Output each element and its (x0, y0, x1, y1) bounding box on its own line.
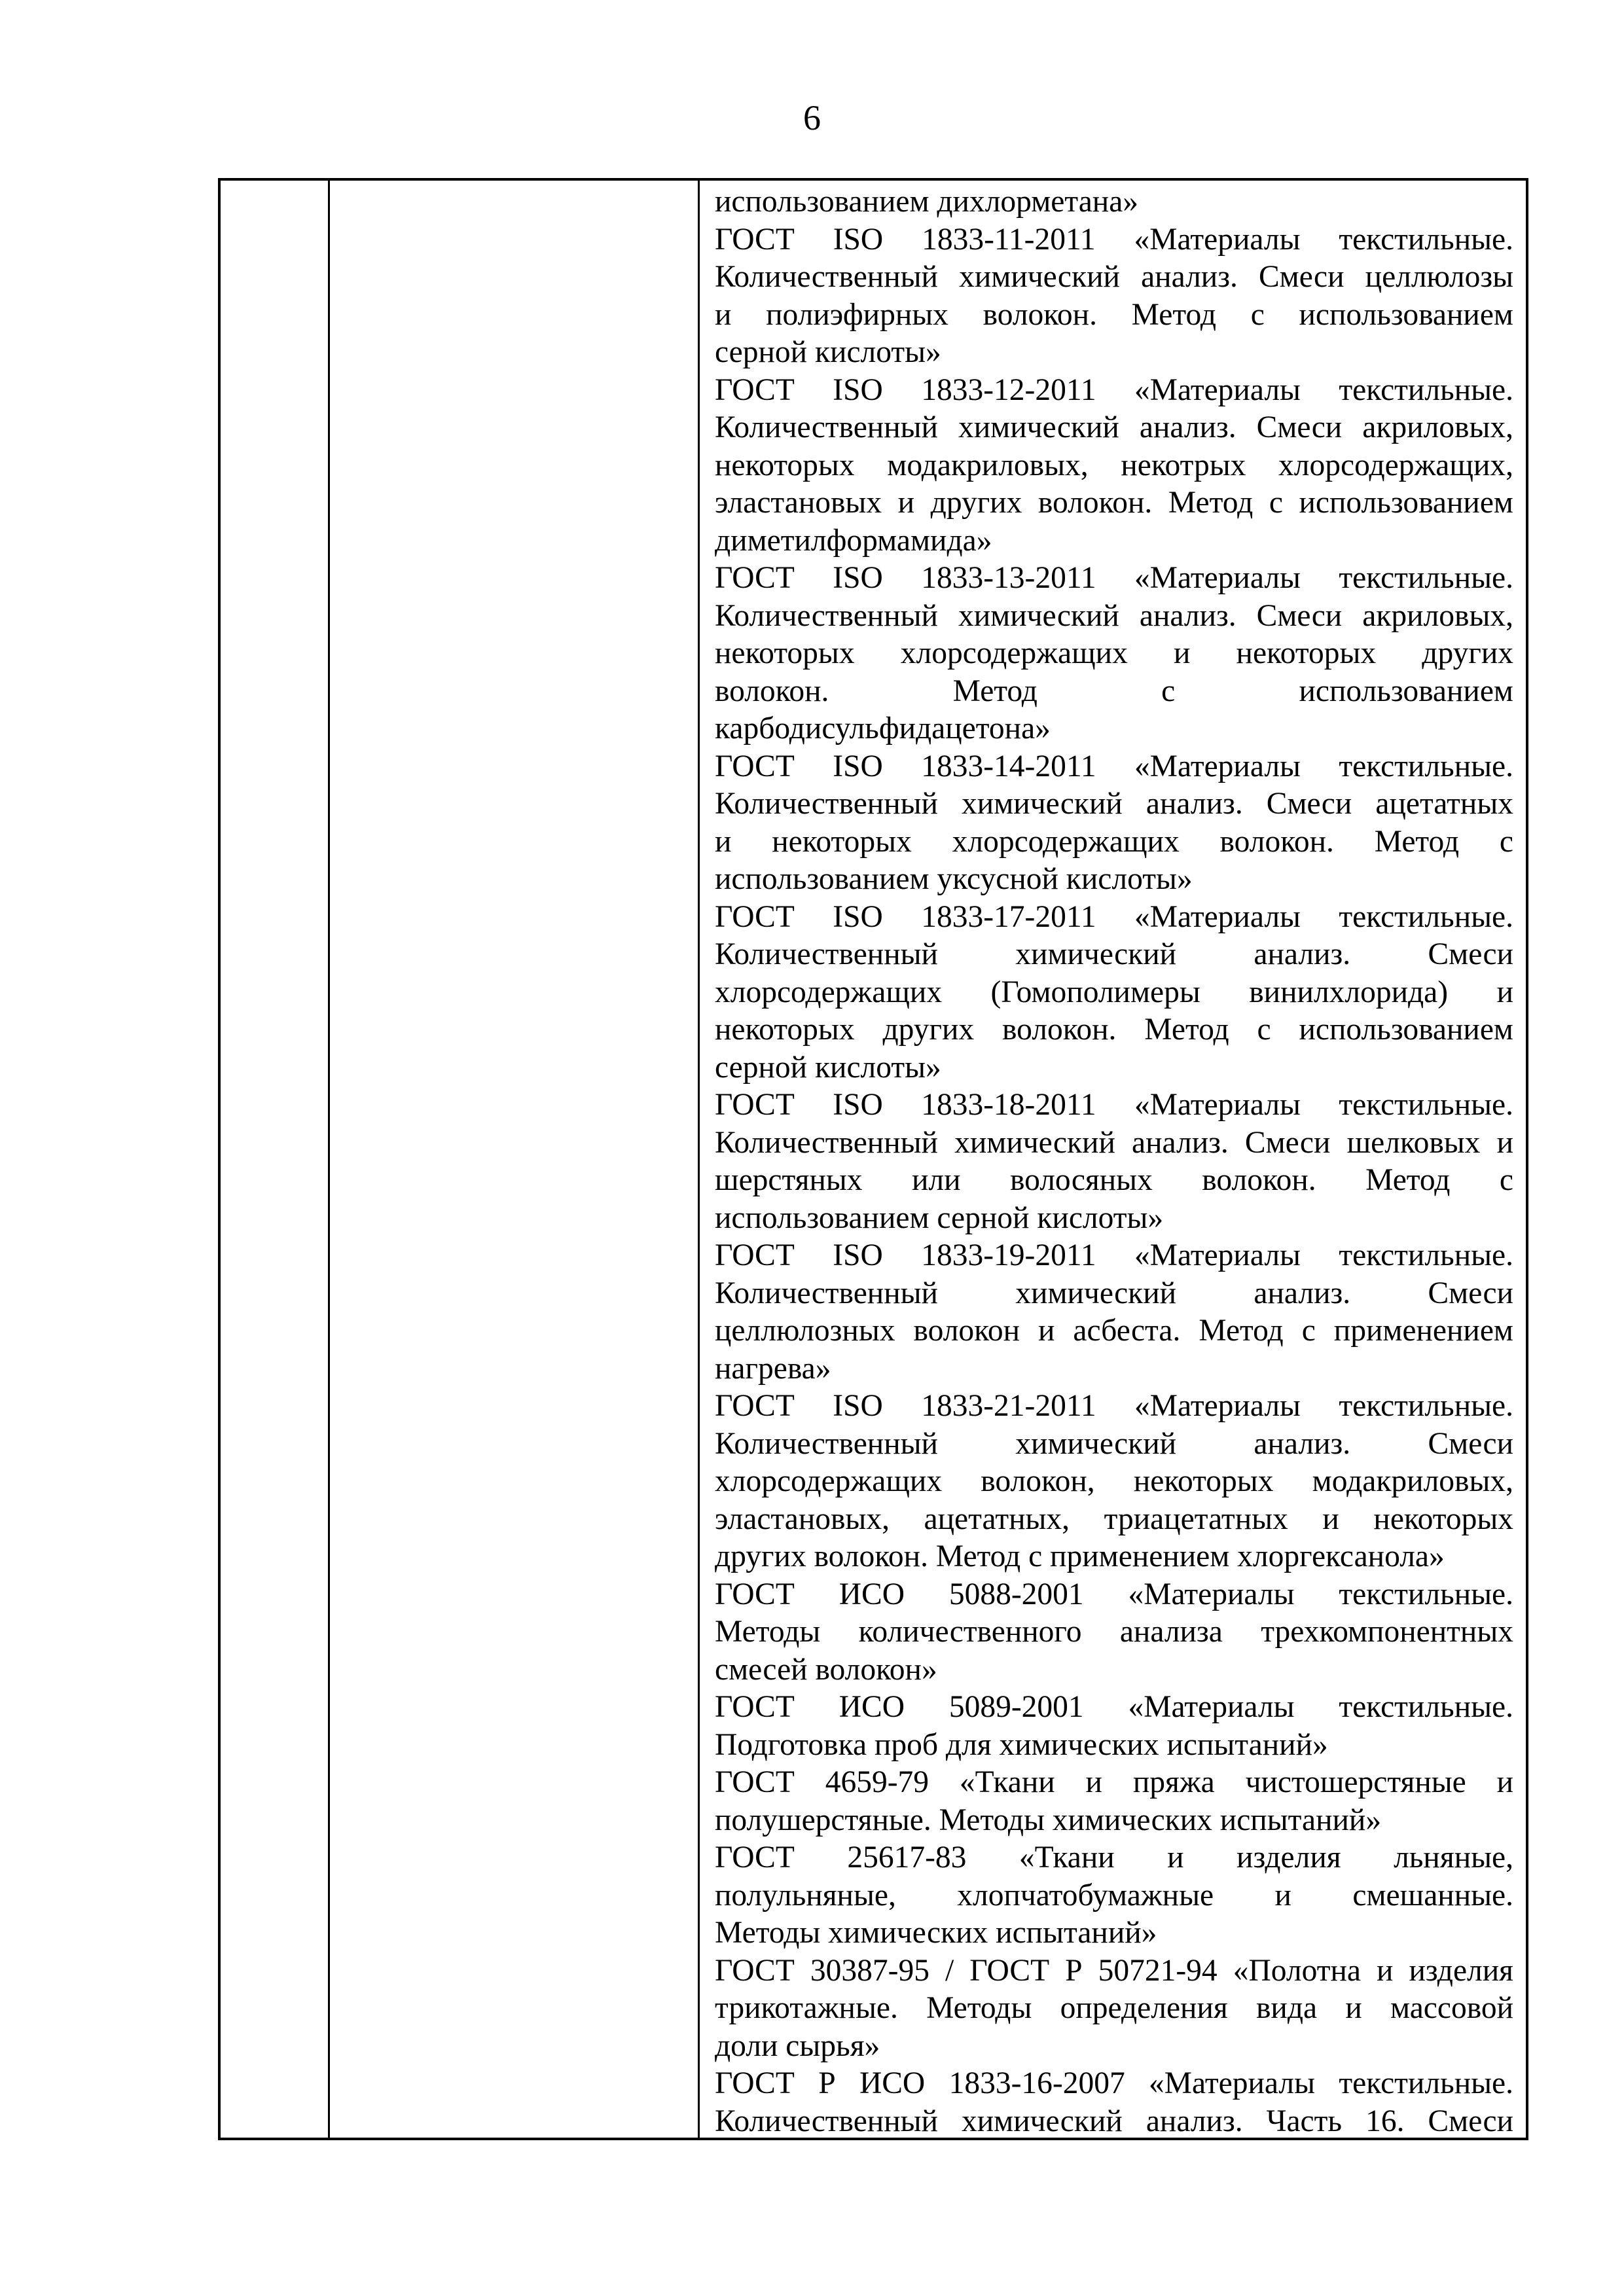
standard-text-line: Количественный химический анализ. Смеси (715, 1426, 1513, 1461)
standard-text-line: шерстяных или волосяных волокон. Метод с (715, 1163, 1513, 1197)
standard-text-line: полушерстяные. Методы химических испытаний» (715, 1803, 1382, 1837)
standard-text-line: смесей волокон» (715, 1652, 937, 1687)
standard-text-line: хлорсодержащих (Гомополимеры винилхлорида) и (715, 975, 1513, 1009)
column-divider-2 (698, 181, 700, 2138)
standard-text-line: нагрева» (715, 1351, 831, 1386)
standard-text-line: Количественный химический анализ. Смеси акриловых, (715, 598, 1513, 633)
standard-text-line: диметилформамида» (715, 523, 992, 558)
standard-text-line: Количественный химический анализ. Часть 16. Смеси (715, 2104, 1513, 2138)
standards-list-cell (715, 183, 1513, 2140)
standard-text-line: других волокон. Метод с применением хлоргексанола» (715, 1539, 1445, 1573)
standard-text-line: Количественный химический анализ. Смеси ацетатных (715, 787, 1513, 821)
standard-text-line: ГОСТ 25617-83 «Ткани и изделия льняные, (715, 1840, 1513, 1874)
standard-text-line: серной кислоты» (715, 1050, 941, 1085)
standard-text-line: ГОСТ ISO 1833-17-2011 «Материалы текстильные. (715, 899, 1513, 934)
standard-text-line: карбодисульфидацетона» (715, 711, 1051, 745)
standard-text-line: Количественный химический анализ. Смеси (715, 1276, 1513, 1310)
standard-text-line: Количественный химический анализ. Смеси (715, 937, 1513, 971)
standard-text-line: эластановых, ацетатных, триацетатных и некоторых (715, 1501, 1513, 1536)
standard-text-line: ГОСТ ISO 1833-12-2011 «Материалы текстильные. (715, 372, 1513, 407)
standard-text-line: доли сырья» (715, 2028, 880, 2063)
standard-text-line: целлюлозных волокон и асбеста. Метод с применением (715, 1314, 1513, 1348)
standard-text-line: Количественный химический анализ. Смеси шелковых и (715, 1125, 1513, 1160)
standard-text-line: ГОСТ ISO 1833-14-2011 «Материалы текстильные. (715, 749, 1513, 783)
standard-text-line: и полиэфирных волокон. Метод с использованием (715, 297, 1513, 332)
standard-text-line: некоторых хлорсодержащих и некоторых других (715, 636, 1513, 670)
standard-text-line: ГОСТ 30387-95 / ГОСТ Р 50721-94 «Полотна и изделия (715, 1953, 1513, 1988)
standard-text-line: Подготовка проб для химических испытаний» (715, 1727, 1328, 1762)
standard-text-line: использованием уксусной кислоты» (715, 862, 1193, 896)
standard-text-line: трикотажные. Методы определения вида и массовой (715, 1991, 1513, 2025)
standard-text-line: Количественный химический анализ. Смеси целлюлозы (715, 260, 1513, 294)
standard-text-line: ГОСТ ISO 1833-19-2011 «Материалы текстильные. (715, 1238, 1513, 1272)
standard-text-line: некоторых модакриловых, некотрых хлорсодержащих, (715, 448, 1513, 482)
standard-text-line: Методы количественного анализа трехкомпонентных (715, 1615, 1513, 1649)
standard-text-line: ГОСТ ISO 1833-13-2011 «Материалы текстильные. (715, 561, 1513, 595)
standard-text-line: полульняные, хлопчатобумажные и смешанные. (715, 1878, 1513, 1912)
standard-text-line: серной кислоты» (715, 335, 941, 369)
standards-table (218, 178, 1528, 2140)
standard-text-line: Методы химических испытаний» (715, 1916, 1157, 1950)
standard-text-line: эластановых и других волокон. Метод с использованием (715, 486, 1513, 520)
standard-text-line: ГОСТ ISO 1833-11-2011 «Материалы текстильные. (715, 222, 1513, 257)
page-number: 6 (803, 98, 821, 137)
standard-text-line: и некоторых хлорсодержащих волокон. Метод с (715, 824, 1513, 859)
standard-text-line: волокон. Метод с использованием (715, 673, 1513, 708)
standard-text-line: ГОСТ ISO 1833-21-2011 «Материалы текстильные. (715, 1389, 1513, 1423)
standard-text-line: некоторых других волокон. Метод с использованием (715, 1013, 1513, 1047)
standard-text-line: ГОСТ ИСО 5088-2001 «Материалы текстильные. (715, 1577, 1513, 1611)
standard-text-line: использованием серной кислоты» (715, 1200, 1164, 1235)
standard-text-line: ГОСТ 4659-79 «Ткани и пряжа чистошерстяные и (715, 1765, 1513, 1799)
standard-text-line: ГОСТ ИСО 5089-2001 «Материалы текстильные. (715, 1690, 1513, 1724)
standard-text-line: Количественный химический анализ. Смеси акриловых, (715, 410, 1513, 444)
column-divider-1 (328, 181, 330, 2138)
standard-text-line: ГОСТ ISO 1833-18-2011 «Материалы текстильные. (715, 1088, 1513, 1122)
standard-text-line: хлорсодержащих волокон, некоторых модакриловых, (715, 1464, 1513, 1498)
standard-text-line: использованием дихлорметана» (715, 185, 1139, 219)
standard-text-line: ГОСТ Р ИСО 1833-16-2007 «Материалы текстильные. (715, 2066, 1513, 2100)
